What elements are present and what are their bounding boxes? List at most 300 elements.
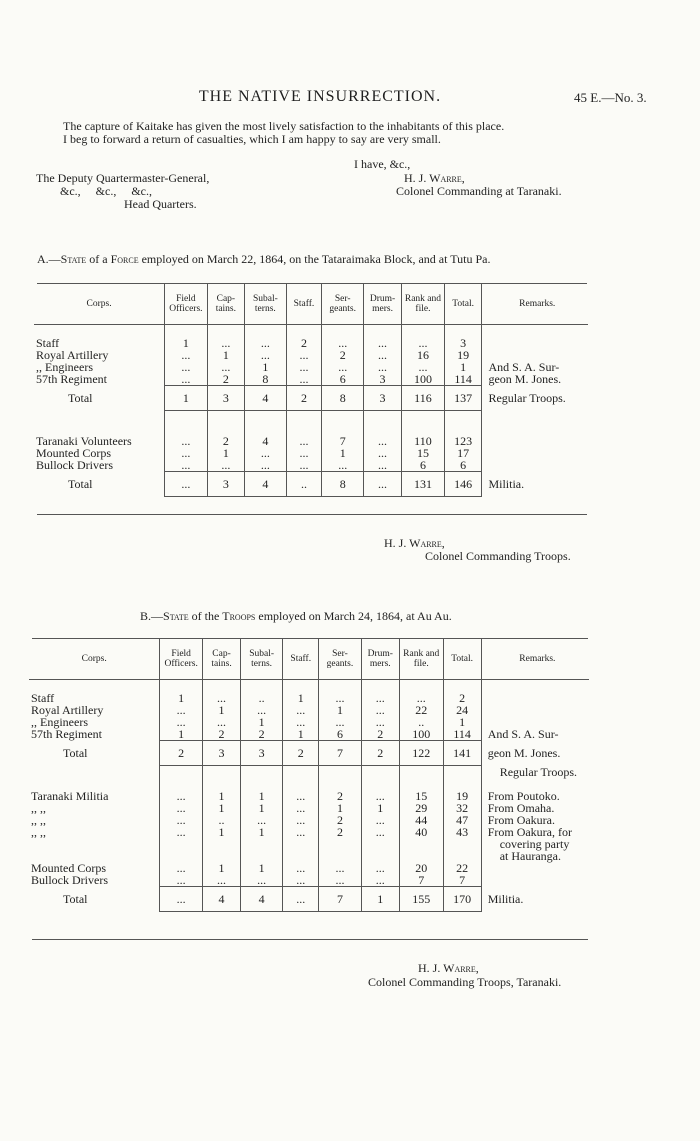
table-row [29, 874, 589, 887]
value-cell: ... [286, 373, 322, 386]
value-cell: 146 [444, 472, 482, 497]
corps-cell: Royal Artillery [34, 349, 165, 361]
total-row [29, 886, 589, 911]
value-cell: ... [364, 459, 402, 472]
value-cell: 1 [443, 716, 481, 728]
address-line-3: Head Quarters. [124, 197, 197, 211]
value-cell: 4 [245, 472, 287, 497]
value-cell: ... [160, 886, 203, 911]
total-row [34, 472, 588, 497]
remarks-cell [482, 447, 588, 459]
letter-closing: I have, &c., [354, 157, 411, 171]
corps-cell: Total [34, 386, 165, 411]
spacer-cell [245, 411, 287, 424]
value-cell: 131 [402, 472, 445, 497]
table-a-caption [37, 253, 491, 266]
value-cell: .. [241, 692, 283, 704]
value-cell: ... [319, 716, 361, 728]
spacer-row [34, 325, 588, 338]
empty-cell [399, 766, 443, 778]
value-cell: 6 [402, 459, 445, 472]
value-cell: ... [361, 874, 399, 887]
value-cell: 22 [399, 704, 443, 716]
value-cell: ... [245, 337, 287, 349]
total-row [29, 741, 589, 766]
value-cell: 2 [443, 692, 481, 704]
value-cell: 6 [319, 728, 361, 741]
corps-cell: 57th Regiment [34, 373, 165, 386]
value-cell: ... [361, 814, 399, 826]
table-a-caption-rest: employed on March 22, 1864, on the Tataraimaka Block, and at Tutu Pa. [138, 252, 491, 266]
spacer-cell [319, 778, 361, 790]
spacer-cell [283, 778, 319, 790]
remarks-cell: From Poutoko. [487, 788, 560, 803]
empty-cell [29, 766, 160, 778]
table-row [29, 862, 589, 874]
value-cell: ... [283, 704, 319, 716]
value-cell: 1 [322, 447, 364, 459]
value-cell: 1 [283, 692, 319, 704]
value-cell: .. [286, 472, 322, 497]
corps-cell: ,, ,, [29, 826, 160, 838]
empty-cell [443, 766, 481, 778]
value-cell: ... [245, 459, 287, 472]
value-cell: 24 [443, 704, 481, 716]
spacer-cell [364, 411, 402, 424]
spacer-cell [444, 411, 482, 424]
spacer-cell [160, 778, 203, 790]
value-cell: 3 [364, 386, 402, 411]
spacer-cell [322, 411, 364, 424]
value-cell: ... [165, 447, 207, 459]
value-cell: 3 [207, 386, 244, 411]
corps-cell: ,, ,, [29, 814, 160, 826]
value-cell: ... [283, 802, 319, 814]
remarks-cell: at Hauranga. [499, 848, 561, 863]
column-header: Corps. [29, 639, 160, 680]
value-cell: 3 [203, 741, 241, 766]
empty-cell [203, 766, 241, 778]
column-header: Field Officers. [160, 639, 203, 680]
table-b-caption-state: State [163, 609, 189, 623]
table-row [29, 692, 589, 704]
value-cell: ... [286, 349, 322, 361]
empty-cell [241, 766, 283, 778]
table-row [29, 826, 589, 838]
value-cell: ... [207, 361, 244, 373]
remarks-cell [481, 704, 589, 716]
value-cell: ... [364, 337, 402, 349]
corps-cell: Staff [34, 337, 165, 349]
column-header: Remarks. [482, 284, 588, 325]
column-header: Ser-geants. [322, 284, 364, 325]
corps-cell: Staff [29, 692, 160, 704]
letter-signature-title: Colonel Commanding at Taranaki. [396, 184, 562, 198]
address-line-1: The Deputy Quartermaster-General, [36, 171, 210, 185]
value-cell: 20 [399, 862, 443, 874]
value-cell: 19 [443, 790, 481, 802]
value-cell: ... [286, 447, 322, 459]
empty-cell [319, 850, 361, 862]
empty-cell [361, 838, 399, 850]
empty-cell [319, 838, 361, 850]
table-row [34, 459, 588, 472]
empty-cell [399, 838, 443, 850]
value-cell: 17 [444, 447, 482, 459]
value-cell: 1 [241, 790, 283, 802]
value-cell: 1 [160, 692, 203, 704]
remarks-cell: Regular Troops. [499, 764, 578, 779]
value-cell: 122 [399, 741, 443, 766]
column-header: Rank and file. [399, 639, 443, 680]
value-cell: ... [319, 874, 361, 887]
letter-line-2: I beg to forward a return of casualties, which I am happy to say are very small. [63, 132, 441, 146]
value-cell: 2 [286, 386, 322, 411]
value-cell: ... [283, 790, 319, 802]
value-cell: 141 [443, 741, 481, 766]
table-row [34, 373, 588, 386]
table-a-caption-state: State [60, 252, 87, 266]
value-cell: 8 [322, 472, 364, 497]
value-cell: 1 [245, 361, 287, 373]
value-cell: 7 [319, 886, 361, 911]
empty-cell [443, 850, 481, 862]
spacer-cell [481, 680, 589, 693]
remarks-cell [481, 874, 589, 887]
corps-cell: Royal Artillery [29, 704, 160, 716]
value-cell: 19 [444, 349, 482, 361]
value-cell: 2 [319, 826, 361, 838]
value-cell: 170 [443, 886, 481, 911]
empty-cell [160, 766, 203, 778]
value-cell: 4 [203, 886, 241, 911]
value-cell: ... [286, 361, 322, 373]
value-cell: 7 [322, 435, 364, 447]
value-cell: ... [165, 349, 207, 361]
value-cell: 4 [245, 435, 287, 447]
corps-cell: Mounted Corps [29, 862, 160, 874]
letter-signature-name: H. J. Warre, [404, 171, 465, 185]
remarks-cell: From Oakura. [487, 812, 556, 827]
corps-cell: Total [29, 886, 160, 911]
value-cell: 1 [203, 704, 241, 716]
value-cell: ... [203, 874, 241, 887]
value-cell: 7 [443, 874, 481, 887]
value-cell: 1 [203, 826, 241, 838]
value-cell: 6 [444, 459, 482, 472]
value-cell: 1 [203, 862, 241, 874]
column-header: Total. [444, 284, 482, 325]
value-cell: ... [286, 435, 322, 447]
corps-cell: Bullock Drivers [34, 459, 165, 472]
remarks-cell: geon M. Jones. [487, 746, 561, 760]
table-b-bottom-rule [32, 939, 588, 940]
value-cell: ... [165, 472, 207, 497]
column-header: Subal-terns. [241, 639, 283, 680]
table-b-caption-troops: Troops [222, 609, 256, 623]
column-header: Subal-terns. [245, 284, 287, 325]
page-title: THE NATIVE INSURRECTION. [198, 88, 442, 105]
value-cell: 1 [444, 361, 482, 373]
value-cell: ... [283, 716, 319, 728]
spacer-cell [482, 411, 588, 424]
value-cell: ... [203, 716, 241, 728]
spacer-cell [286, 411, 322, 424]
value-cell: ... [319, 862, 361, 874]
empty-cell [203, 850, 241, 862]
table-b-caption [140, 610, 452, 623]
table-a-bottom-rule [37, 514, 587, 515]
spacer-cell [203, 778, 241, 790]
value-cell: 43 [443, 826, 481, 838]
empty-cell [29, 838, 160, 850]
letter-line-1: The capture of Kaitake has given the most lively satisfaction to the inhabitants of this place. [63, 119, 505, 133]
value-cell: 1 [241, 716, 283, 728]
empty-cell [203, 838, 241, 850]
value-cell: ... [241, 704, 283, 716]
value-cell: 2 [319, 814, 361, 826]
column-header: Staff. [286, 284, 322, 325]
value-cell: 22 [443, 862, 481, 874]
value-cell: ... [283, 814, 319, 826]
value-cell: 123 [444, 435, 482, 447]
table-b-caption-mid: of the [188, 609, 223, 623]
value-cell: ... [165, 435, 207, 447]
column-header: Drum-mers. [361, 639, 399, 680]
column-header: Rank and file. [402, 284, 445, 325]
spacer-cell [482, 325, 588, 338]
empty-cell [241, 850, 283, 862]
value-cell: 2 [203, 728, 241, 741]
remarks-cell [482, 459, 588, 472]
value-cell: 4 [245, 386, 287, 411]
column-header: Field Officers. [165, 284, 207, 325]
value-cell: ... [160, 814, 203, 826]
remark-continuation-row [29, 838, 589, 850]
value-cell: ... [399, 692, 443, 704]
table-row [29, 790, 589, 802]
remark-continuation-row [29, 850, 589, 862]
spacer-cell [443, 778, 481, 790]
value-cell: .. [399, 716, 443, 728]
corps-cell: ,, Engineers [29, 716, 160, 728]
remarks-cell: And S. A. Sur- [488, 360, 560, 374]
value-cell: 100 [399, 728, 443, 741]
value-cell: 114 [444, 373, 482, 386]
value-cell: ... [361, 790, 399, 802]
value-cell: ... [361, 716, 399, 728]
value-cell: ... [160, 826, 203, 838]
column-header: Cap-tains. [207, 284, 244, 325]
value-cell: 1 [203, 790, 241, 802]
value-cell: ... [160, 862, 203, 874]
value-cell: 1 [203, 802, 241, 814]
table-b-caption-prefix: B.— [140, 609, 164, 623]
value-cell: ... [283, 874, 319, 887]
spacer-cell [34, 411, 165, 424]
value-cell: 1 [241, 802, 283, 814]
value-cell: ... [203, 692, 241, 704]
empty-cell [283, 766, 319, 778]
value-cell: 6 [322, 373, 364, 386]
value-cell: 1 [241, 862, 283, 874]
value-cell: ... [286, 459, 322, 472]
value-cell: ... [283, 826, 319, 838]
corps-cell: 57th Regiment [29, 728, 160, 741]
remark-continuation-row [29, 766, 589, 778]
value-cell: ... [364, 447, 402, 459]
value-cell: ... [160, 874, 203, 887]
table-row [29, 814, 589, 826]
value-cell: 47 [443, 814, 481, 826]
value-cell: 1 [283, 728, 319, 741]
table-b-caption-rest: employed on March 24, 1864, at Au Au. [255, 609, 452, 623]
table-a-caption-force: Force [110, 252, 139, 266]
table-row [34, 447, 588, 459]
value-cell: ... [160, 704, 203, 716]
value-cell: ... [364, 435, 402, 447]
spacer-cell [481, 778, 589, 790]
spacer-cell [361, 778, 399, 790]
value-cell: 2 [207, 435, 244, 447]
value-cell: 2 [283, 741, 319, 766]
table-b [29, 639, 589, 912]
column-header: Cap-tains. [203, 639, 241, 680]
value-cell: 1 [241, 826, 283, 838]
value-cell: 2 [319, 790, 361, 802]
spacer-cell [402, 411, 445, 424]
value-cell: ... [322, 361, 364, 373]
spacer-cell [29, 778, 160, 790]
value-cell: 116 [402, 386, 445, 411]
total-row [34, 386, 588, 411]
value-cell: 7 [399, 874, 443, 887]
value-cell: 8 [245, 373, 287, 386]
corps-cell: Taranaki Militia [29, 790, 160, 802]
corps-cell: ,, ,, [29, 802, 160, 814]
table-a-caption-mid: of a [86, 252, 111, 266]
value-cell: ... [160, 716, 203, 728]
value-cell: 1 [319, 802, 361, 814]
table-a-signature-title: Colonel Commanding Troops. [425, 549, 571, 563]
value-cell: 2 [160, 741, 203, 766]
value-cell: 110 [402, 435, 445, 447]
empty-cell [160, 838, 203, 850]
value-cell: ... [322, 459, 364, 472]
remarks-cell: Militia. [487, 891, 524, 906]
value-cell: 2 [286, 337, 322, 349]
value-cell: ... [245, 447, 287, 459]
remarks-cell: covering party [499, 836, 570, 851]
value-cell: 1 [160, 728, 203, 741]
column-header: Drum-mers. [364, 284, 402, 325]
column-header: Ser-geants. [319, 639, 361, 680]
value-cell: ... [165, 361, 207, 373]
empty-cell [361, 766, 399, 778]
remarks-cell [481, 692, 589, 704]
value-cell: 100 [402, 373, 445, 386]
address-line-2: &c., &c., &c., [60, 184, 152, 198]
empty-cell [283, 850, 319, 862]
value-cell: ... [160, 802, 203, 814]
value-cell: 29 [399, 802, 443, 814]
value-cell: 3 [444, 337, 482, 349]
spacer-cell [165, 411, 207, 424]
value-cell: 15 [402, 447, 445, 459]
spacer-cell [207, 411, 244, 424]
spacer-row [29, 680, 589, 693]
value-cell: ... [402, 337, 445, 349]
table-row [29, 728, 589, 741]
value-cell: 3 [241, 741, 283, 766]
empty-cell [241, 838, 283, 850]
value-cell: 2 [207, 373, 244, 386]
spacer-row [29, 778, 589, 790]
value-cell: 1 [165, 337, 207, 349]
value-cell: ... [364, 472, 402, 497]
empty-cell [361, 850, 399, 862]
table-row [34, 435, 588, 447]
value-cell: 2 [361, 741, 399, 766]
value-cell: 1 [165, 386, 207, 411]
remarks-cell: From Oakura, for [487, 824, 572, 839]
table-a [34, 284, 588, 497]
corps-cell: Bullock Drivers [29, 874, 160, 887]
value-cell: .. [203, 814, 241, 826]
value-cell: 15 [399, 790, 443, 802]
table-header-row [34, 284, 588, 325]
value-cell: ... [364, 361, 402, 373]
value-cell: 2 [361, 728, 399, 741]
value-cell: 4 [241, 886, 283, 911]
value-cell: ... [283, 886, 319, 911]
value-cell: 40 [399, 826, 443, 838]
corps-cell: Taranaki Volunteers [34, 435, 165, 447]
value-cell: ... [165, 373, 207, 386]
table-header-row [29, 639, 589, 680]
remarks-cell: geon M. Jones. [488, 372, 562, 386]
value-cell: 1 [361, 886, 399, 911]
empty-cell [160, 850, 203, 862]
value-cell: 44 [399, 814, 443, 826]
table-a-caption-prefix: A.— [37, 252, 61, 266]
empty-cell [399, 850, 443, 862]
value-cell: ... [402, 361, 445, 373]
spacer-cell [241, 778, 283, 790]
value-cell: 2 [322, 349, 364, 361]
corps-cell: ,, Engineers [34, 361, 165, 373]
value-cell: 8 [322, 386, 364, 411]
value-cell: 1 [207, 349, 244, 361]
value-cell: ... [245, 349, 287, 361]
column-header: Staff. [283, 639, 319, 680]
value-cell: ... [319, 692, 361, 704]
value-cell: 1 [361, 802, 399, 814]
table-b-signature-title: Colonel Commanding Troops, Taranaki. [368, 975, 562, 989]
spacer-cell [482, 423, 588, 435]
remarks-cell: Regular Troops. [488, 391, 566, 405]
column-header: Remarks. [481, 639, 589, 680]
spacer-row [34, 411, 588, 424]
value-cell: ... [241, 874, 283, 887]
value-cell: ... [165, 459, 207, 472]
value-cell: 155 [399, 886, 443, 911]
spacer-cell [399, 778, 443, 790]
value-cell: 32 [443, 802, 481, 814]
remarks-cell: And S. A. Sur- [487, 727, 559, 741]
remarks-cell: Militia. [488, 477, 525, 491]
remarks-cell: From Omaha. [487, 800, 555, 815]
